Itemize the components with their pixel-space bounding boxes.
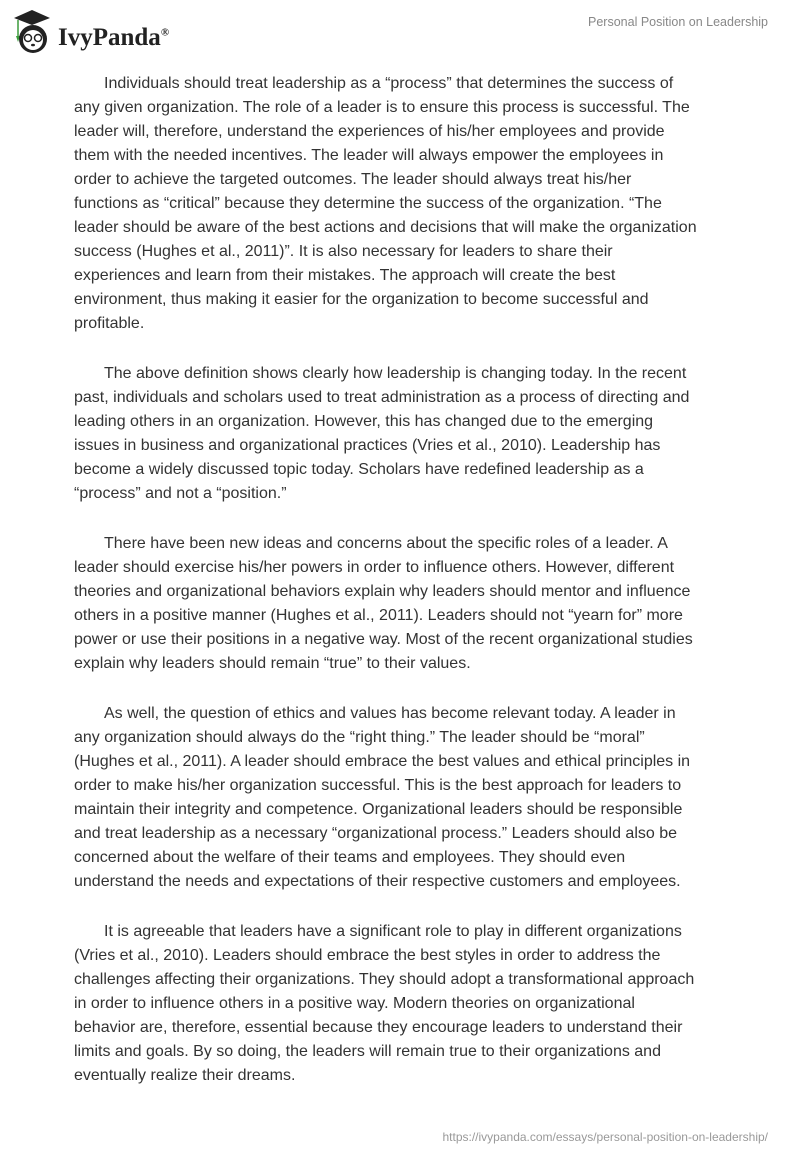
paragraph-line: functions as “critical” because they determine the success of the organization. “The bbox=[74, 195, 662, 212]
paragraph-line: become a widely discussed topic today. Scholars have redefined leadership as a bbox=[74, 461, 644, 478]
essay-paragraph bbox=[74, 362, 754, 506]
paragraph-line: any organization should always do the “right thing.” The leader should be “moral” bbox=[74, 729, 645, 746]
paragraph-line: environment, thus making it easier for the organization to become successful and bbox=[74, 291, 649, 308]
paragraph-line: experiences and learn from their mistakes. The approach will create the best bbox=[74, 267, 616, 284]
paragraph-line: Individuals should treat leadership as a “process” that determines the success of bbox=[104, 75, 674, 92]
paragraph-line: explain why leaders should remain “true” to their values. bbox=[74, 655, 471, 672]
paragraph-line: in order to influence others in a positive way. Modern theories on organizational bbox=[74, 995, 635, 1012]
paragraph-line: understand the needs and expectations of their respective customers and employees. bbox=[74, 873, 681, 890]
paragraph-line: leader should be aware of the best actions and decisions that will make the organization bbox=[74, 219, 697, 236]
paragraph-line: There have been new ideas and concerns about the specific roles of a leader. A bbox=[104, 535, 668, 552]
document-title: Personal Position on Leadership bbox=[588, 15, 768, 29]
paragraph-line: order to make his/her organization successful. This is the best approach for leaders to bbox=[74, 777, 682, 794]
paragraph-line: behavior are, therefore, essential because they encourage leaders to understand their bbox=[74, 1019, 683, 1036]
paragraph-line: success (Hughes et al., 2011)”. It is also necessary for leaders to share their bbox=[74, 243, 613, 260]
paragraph-line: theories and organizational behaviors explain why leaders should mentor and influence bbox=[74, 583, 691, 600]
brand-name: IvyPanda® bbox=[58, 24, 170, 51]
paragraph-line: It is agreeable that leaders have a significant role to play in different organizations bbox=[104, 923, 682, 940]
paragraph-line: past, individuals and scholars used to treat administration as a process of directing and bbox=[74, 389, 690, 406]
paragraph-line: As well, the question of ethics and values has become relevant today. A leader in bbox=[104, 705, 676, 722]
paragraph-line: “process” and not a “position.” bbox=[74, 485, 287, 502]
paragraph-line: (Vries et al., 2010). Leaders should embrace the best styles in order to address the bbox=[74, 947, 661, 964]
paragraph-line: concerned about the welfare of their teams and employees. They should even bbox=[74, 849, 626, 866]
paragraph-line: leading others in an organization. However, this has changed due to the emerging bbox=[74, 413, 654, 430]
paragraph-line: eventually realize their dreams. bbox=[74, 1067, 296, 1084]
paragraph-line: any given organization. The role of a leader is to ensure this process is successful. The bbox=[74, 99, 690, 116]
paragraph-line: leader will, therefore, understand the experiences of his/her employees and provide bbox=[74, 123, 665, 140]
paragraph-line: and treat leadership as a necessary “organizational process.” Leaders should also be bbox=[74, 825, 678, 842]
essay-paragraph bbox=[74, 920, 754, 1088]
paragraph-line: profitable. bbox=[74, 315, 145, 332]
essay-paragraph bbox=[74, 702, 754, 894]
paragraph-line: others in a positive manner (Hughes et al., 2011). Leaders should not “yearn for” more bbox=[74, 607, 683, 624]
source-url[interactable]: https://ivypanda.com/essays/personal-position-on-leadership/ bbox=[442, 1130, 768, 1144]
paragraph-line: power or use their positions in a negative way. Most of the recent organizational studies bbox=[74, 631, 693, 648]
essay-paragraph bbox=[74, 532, 754, 676]
paragraph-line: limits and goals. By so doing, the leaders will remain true to their organizations and bbox=[74, 1043, 661, 1060]
paragraph-line: leader should exercise his/her powers in order to influence others. However, different bbox=[74, 559, 675, 576]
paragraph-line: (Hughes et al., 2011). A leader should embrace the best values and ethical principles in bbox=[74, 753, 691, 770]
ivypanda-logo[interactable] bbox=[12, 8, 169, 56]
paragraph-line: maintain their integrity and competence. Organizational leaders should be responsible bbox=[74, 801, 683, 818]
paragraph-line: issues in business and organizational practices (Vries et al., 2010). Leadership has bbox=[74, 437, 661, 454]
paragraph-line: The above definition shows clearly how leadership is changing today. In the recent bbox=[104, 365, 687, 382]
paragraph-line: challenges affecting their organizations. They should adopt a transformational approach bbox=[74, 971, 695, 988]
essay-paragraph bbox=[74, 72, 754, 336]
paragraph-line: order to achieve the targeted outcomes. The leader should always treat his/her bbox=[74, 171, 632, 188]
paragraph-line: them with the needed incentives. The leader will always empower the employees in bbox=[74, 147, 664, 164]
panda-graduate-icon bbox=[12, 8, 52, 56]
essay-body bbox=[74, 72, 754, 1114]
